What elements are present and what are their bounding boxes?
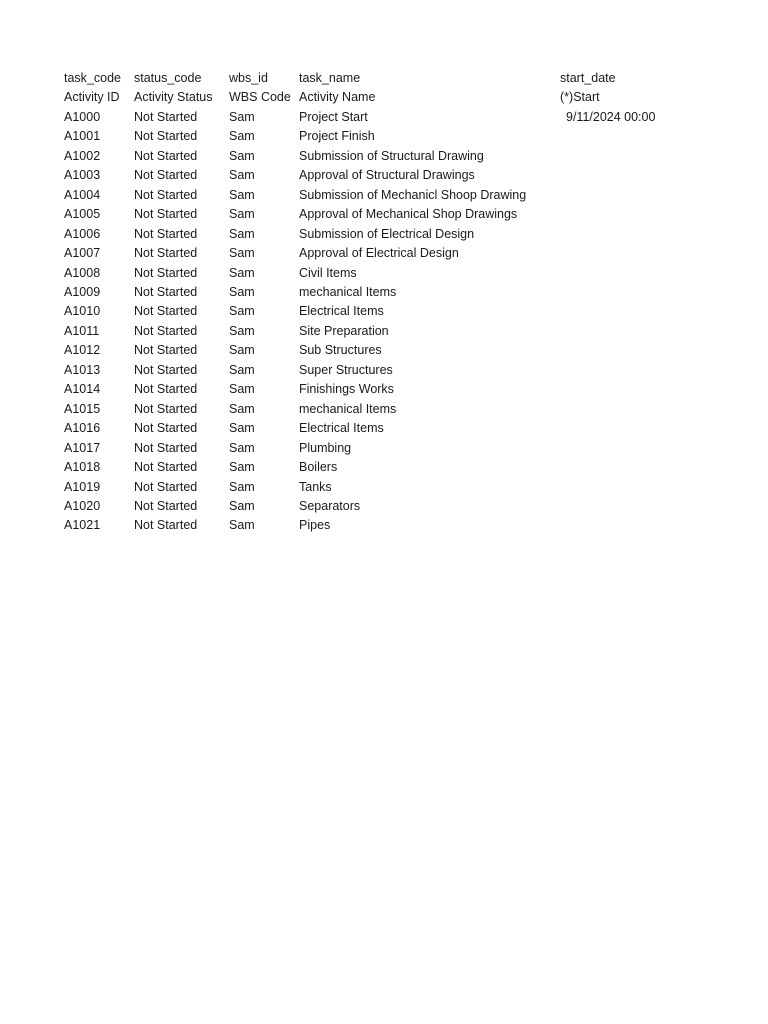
header-task-name: task_name (299, 71, 361, 85)
header-wbs-id: wbs_id (229, 71, 268, 85)
cell-activity-id: A1019 (64, 479, 101, 494)
cell-start-date (560, 127, 700, 146)
cell-activity-status: Not Started (134, 168, 198, 183)
cell-activity-id: A1004 (64, 187, 101, 202)
table-row (64, 166, 700, 185)
cell-wbs-code: Sam (229, 323, 255, 338)
cell-activity-name: Finishings Works (299, 382, 394, 397)
cell-activity-name: Boilers (299, 460, 338, 475)
cell-wbs-code: Sam (229, 207, 255, 222)
cell-wbs-code: Sam (229, 265, 255, 280)
cell-start-date (560, 400, 700, 419)
cell-activity-status: Not Started (134, 518, 198, 533)
table-row (64, 458, 700, 477)
table-row (64, 244, 700, 263)
cell-start-date (560, 341, 700, 360)
cell-activity-id: A1009 (64, 284, 101, 299)
cell-start-date (560, 361, 700, 380)
cell-start-date (560, 419, 700, 438)
cell-activity-status: Not Started (134, 401, 198, 416)
cell-activity-name: Plumbing (299, 440, 352, 455)
cell-activity-status: Not Started (134, 129, 198, 144)
table-row (64, 264, 700, 283)
cell-wbs-code: Sam (229, 109, 255, 124)
cell-activity-status: Not Started (134, 343, 198, 358)
cell-start-date (560, 516, 700, 535)
cell-wbs-code: Sam (229, 382, 255, 397)
cell-activity-status: Not Started (134, 498, 198, 513)
cell-activity-status: Not Started (134, 246, 198, 261)
cell-start-date: 9/11/2024 00:00 (566, 109, 656, 124)
cell-activity-name: mechanical Items (299, 284, 397, 299)
cell-wbs-code: Sam (229, 421, 255, 436)
cell-wbs-code: Sam (229, 284, 255, 299)
cell-activity-status: Not Started (134, 265, 198, 280)
cell-activity-id: A1020 (64, 498, 101, 513)
cell-activity-name: Super Structures (299, 362, 393, 377)
spreadsheet-page (64, 69, 700, 536)
field-header-row (64, 69, 700, 88)
cell-activity-id: A1007 (64, 246, 101, 261)
cell-activity-name: Separators (299, 498, 361, 513)
cell-wbs-code: Sam (229, 518, 255, 533)
label-activity-id: Activity ID (64, 90, 120, 105)
cell-start-date (560, 497, 700, 516)
cell-wbs-code: Sam (229, 401, 255, 416)
label-activity-status: Activity Status (134, 90, 213, 105)
header-status-code: status_code (134, 71, 202, 85)
cell-wbs-code: Sam (229, 479, 255, 494)
cell-activity-name: Tanks (299, 479, 332, 494)
cell-activity-id: A1000 (64, 109, 101, 124)
cell-activity-name: Pipes (299, 518, 331, 533)
cell-activity-name: Approval of Electrical Design (299, 246, 459, 261)
cell-start-date (560, 439, 700, 458)
cell-start-date (560, 380, 700, 399)
cell-activity-id: A1010 (64, 304, 101, 319)
cell-activity-name: Approval of Structural Drawings (299, 168, 475, 183)
table-row (64, 322, 700, 341)
cell-start-date (560, 244, 700, 263)
cell-activity-name: Electrical Items (299, 421, 384, 436)
cell-wbs-code: Sam (229, 304, 255, 319)
cell-activity-id: A1018 (64, 460, 101, 475)
table-row (64, 516, 700, 535)
label-start: (*)Start (560, 90, 600, 105)
cell-start-date (560, 264, 700, 283)
table-row (64, 302, 700, 321)
cell-activity-status: Not Started (134, 148, 198, 163)
cell-activity-name: Approval of Mechanical Shop Drawings (299, 207, 518, 222)
label-activity-name: Activity Name (299, 90, 376, 105)
cell-start-date (560, 458, 700, 477)
cell-activity-status: Not Started (134, 421, 198, 436)
cell-activity-status: Not Started (134, 284, 198, 299)
cell-activity-name: Project Start (299, 109, 368, 124)
table-row (64, 400, 700, 419)
table-row (64, 283, 700, 302)
cell-activity-name: Project Finish (299, 129, 375, 144)
cell-activity-name: Civil Items (299, 265, 357, 280)
cell-start-date (560, 186, 700, 205)
cell-activity-status: Not Started (134, 382, 198, 397)
cell-activity-id: A1003 (64, 168, 101, 183)
cell-activity-status: Not Started (134, 362, 198, 377)
cell-start-date (560, 166, 700, 185)
cell-wbs-code: Sam (229, 343, 255, 358)
cell-wbs-code: Sam (229, 148, 255, 163)
cell-activity-name: Sub Structures (299, 343, 382, 358)
cell-activity-name: Submission of Mechanicl Shoop Drawing (299, 187, 527, 202)
cell-activity-status: Not Started (134, 226, 198, 241)
cell-activity-id: A1014 (64, 382, 101, 397)
cell-activity-status: Not Started (134, 109, 198, 124)
cell-activity-id: A1005 (64, 207, 101, 222)
cell-start-date (560, 147, 700, 166)
cell-activity-name: Submission of Structural Drawing (299, 148, 484, 163)
label-wbs-code: WBS Code (229, 90, 291, 105)
table-row (64, 361, 700, 380)
cell-wbs-code: Sam (229, 460, 255, 475)
table-row (64, 419, 700, 438)
cell-activity-id: A1012 (64, 343, 101, 358)
cell-wbs-code: Sam (229, 440, 255, 455)
header-task-code: task_code (64, 71, 121, 85)
cell-activity-id: A1011 (64, 323, 100, 338)
table-row (64, 497, 700, 516)
table-row (64, 225, 700, 244)
cell-wbs-code: Sam (229, 498, 255, 513)
cell-activity-id: A1002 (64, 148, 101, 163)
cell-wbs-code: Sam (229, 187, 255, 202)
table-row (64, 108, 700, 127)
cell-activity-id: A1015 (64, 401, 101, 416)
cell-activity-id: A1001 (64, 129, 101, 144)
cell-activity-id: A1016 (64, 421, 101, 436)
cell-activity-name: mechanical Items (299, 401, 397, 416)
cell-activity-status: Not Started (134, 460, 198, 475)
table-row (64, 205, 700, 224)
table-row (64, 341, 700, 360)
cell-activity-id: A1013 (64, 362, 101, 377)
table-row (64, 127, 700, 146)
cell-wbs-code: Sam (229, 129, 255, 144)
cell-start-date (560, 205, 700, 224)
cell-activity-status: Not Started (134, 440, 198, 455)
table-row (64, 478, 700, 497)
cell-activity-status: Not Started (134, 304, 198, 319)
cell-activity-status: Not Started (134, 479, 198, 494)
cell-wbs-code: Sam (229, 226, 255, 241)
cell-activity-id: A1021 (64, 518, 101, 533)
cell-wbs-code: Sam (229, 246, 255, 261)
cell-start-date (560, 322, 700, 341)
cell-activity-id: A1008 (64, 265, 101, 280)
cell-start-date (560, 302, 700, 321)
cell-start-date (560, 283, 700, 302)
display-header-row (64, 88, 700, 107)
table-row (64, 147, 700, 166)
cell-wbs-code: Sam (229, 168, 255, 183)
header-start-date: start_date (560, 71, 616, 85)
table-row (64, 380, 700, 399)
activity-table (64, 69, 700, 536)
cell-activity-id: A1006 (64, 226, 101, 241)
cell-activity-name: Submission of Electrical Design (299, 226, 475, 241)
cell-wbs-code: Sam (229, 362, 255, 377)
table-row (64, 439, 700, 458)
cell-start-date (560, 225, 700, 244)
cell-start-date (560, 478, 700, 497)
cell-activity-status: Not Started (134, 187, 198, 202)
cell-activity-id: A1017 (64, 440, 101, 455)
cell-activity-status: Not Started (134, 207, 198, 222)
cell-activity-name: Site Preparation (299, 323, 389, 338)
table-row (64, 186, 700, 205)
cell-activity-status: Not Started (134, 323, 198, 338)
cell-activity-name: Electrical Items (299, 304, 384, 319)
